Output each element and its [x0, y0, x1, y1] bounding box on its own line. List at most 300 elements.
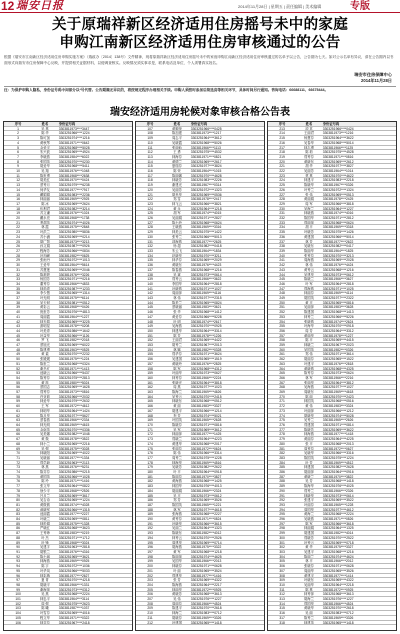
row-id-number: 3303811969****4516: [190, 460, 222, 465]
row-name: 吴 伟: [173, 597, 181, 601]
row-id-number: 3303811969****0925: [58, 559, 90, 564]
row-id-number: 3303251971****2812: [322, 216, 354, 220]
row-number: 71: [16, 455, 20, 460]
row-number: 272: [279, 404, 285, 408]
row-id-number: 3303251965****1418: [322, 620, 354, 625]
row-name: 吴丽芳: [172, 187, 182, 192]
row-id-number: 3303251968****0516: [322, 399, 354, 404]
row-id-number: 3303811977****1334: [58, 455, 90, 460]
row-id-number: 3303811966****2012: [322, 559, 354, 564]
row-id-number: 3303251968****1216: [190, 267, 222, 272]
row-name: 叶海华: [304, 324, 314, 328]
row-number: 238: [279, 244, 285, 248]
row-number: 144: [147, 300, 153, 305]
row-id-number: 3303811968****1738: [58, 216, 90, 220]
row-number: 57: [16, 390, 20, 394]
row-number: 279: [279, 437, 285, 441]
row-number: 156: [147, 357, 153, 361]
row-name: 张 伟: [305, 192, 313, 197]
row-name: 陈国华: [304, 216, 314, 220]
row-name: 胡建平: [172, 408, 182, 413]
row-number: 163: [147, 390, 153, 394]
row-id-number: 3303251965****3621: [58, 554, 90, 559]
row-id-number: 3303251966****3821: [190, 201, 222, 206]
row-name: 王爱华: [40, 263, 50, 267]
row-name: 黄 素: [41, 352, 49, 357]
row-id-number: 3303251976****4013: [190, 484, 222, 488]
row-id-number: 3303251968****0624: [190, 220, 222, 225]
row-id-number: 3303251982****1048: [58, 432, 90, 437]
row-name: 周秀芬: [304, 446, 314, 451]
row-id-number: 3303811972****0925: [190, 587, 222, 592]
row-name: 叶加峰: [40, 253, 50, 258]
row-name: 林 燕: [41, 465, 49, 470]
row-id-number: 3303251970****2618: [190, 606, 222, 611]
row-name: 黄晓东: [172, 263, 182, 267]
row-name: 周晓东: [304, 390, 314, 394]
row-number: 5: [17, 145, 19, 150]
row-id-number: 3303251966****3316: [322, 451, 354, 455]
row-number: 253: [279, 314, 285, 319]
row-id-number: 3303251968****5028: [58, 145, 90, 150]
row-number: 194: [147, 535, 153, 540]
row-name: 杨慧芬: [304, 136, 314, 140]
row-number: 41: [16, 314, 20, 319]
row-number: 173: [147, 437, 153, 441]
row-name: 张 芳: [173, 578, 181, 582]
row-number: 291: [279, 493, 285, 498]
row-id-number: 3303251983****2236: [58, 192, 90, 197]
row-id-number: 3303811972****0627: [322, 446, 354, 451]
row-number: 201: [147, 568, 153, 573]
row-id-number: 3303811977****2227: [58, 512, 90, 517]
row-id-number: 3303811966****1125: [322, 145, 354, 150]
row-id-number: 3303251983****0712: [190, 611, 222, 615]
row-name: 陈海兰: [172, 390, 182, 394]
row-name: 黄晓兰: [304, 474, 314, 479]
row-number: 51: [16, 361, 20, 366]
row-number: 1: [17, 126, 19, 131]
row-id-number: 3303251968****1413: [322, 310, 354, 314]
row-name: 吴丽兰: [172, 526, 182, 531]
row-id-number: 3303251966****5437: [58, 371, 90, 375]
row-name: 郑秀云: [172, 277, 182, 281]
row-name: 陈 宇: [41, 564, 49, 568]
row-number: 154: [147, 347, 153, 352]
row-id-number: 3303251969****4924: [58, 150, 90, 154]
row-id-number: 3303811978****1226: [190, 333, 222, 338]
row-number: 138: [147, 272, 153, 277]
row-id-number: 3303251965****1519: [190, 357, 222, 361]
row-number: 74: [16, 470, 20, 474]
row-name: 谢海萍: [40, 587, 50, 592]
row-name: 吴晓燕: [304, 517, 314, 521]
row-name: 苏文谦: [40, 211, 50, 216]
row-number: 111: [147, 145, 153, 150]
row-number: 13: [16, 183, 20, 187]
row-number: 88: [16, 535, 20, 540]
row-id-number: 3303811973****3213: [58, 239, 90, 244]
row-id-number: 3303251969****0214: [58, 234, 90, 239]
row-number: 232: [279, 216, 285, 220]
row-name: 王晓燕: [172, 225, 182, 230]
row-number: 210: [147, 611, 153, 615]
row-id-number: 3303811975****1224: [58, 357, 90, 361]
row-id-number: 3303251964****3812: [322, 380, 354, 385]
row-number: 305: [279, 559, 285, 564]
row-id-number: 3303251968****1216: [322, 549, 354, 554]
row-number: 120: [147, 187, 153, 192]
row-id-number: 3303251973****0612: [190, 493, 222, 498]
row-name: 林秀芬: [172, 375, 182, 380]
row-name: 林国华: [172, 484, 182, 488]
row-name: 周丽霞: [40, 314, 50, 319]
row-number: 112: [147, 150, 153, 154]
row-number: 38: [16, 300, 20, 305]
row-number: 15: [16, 192, 20, 197]
row-id-number: 3303811964****1014: [322, 169, 354, 173]
row-name: 陈国英: [172, 502, 182, 507]
row-number: 68: [16, 441, 20, 446]
row-number: 262: [279, 357, 285, 361]
row-name: 陈小玲: [172, 220, 182, 225]
row-id-number: 3303811971****0826: [322, 517, 354, 521]
row-id-number: 3303811967****0314: [190, 183, 222, 187]
row-name: 罗 飞: [41, 338, 49, 343]
row-number: 152: [147, 338, 153, 343]
row-number: 299: [279, 531, 285, 535]
row-id-number: 3303811973****1216: [322, 131, 354, 136]
row-number: 157: [147, 361, 153, 366]
row-id-number: 3303251980****5836: [58, 230, 90, 234]
row-name: 郑秀芬: [40, 390, 50, 394]
row-number: 31: [16, 267, 20, 272]
row-number: 124: [147, 206, 153, 211]
row-name: 陈海华: [304, 484, 314, 488]
row-number: 20: [16, 216, 20, 220]
row-number: 149: [147, 324, 153, 328]
row-id-number: 3303251969****0811: [58, 517, 90, 521]
row-name: 黄晓燕: [304, 366, 314, 371]
row-name: 林松娟: [40, 521, 50, 526]
row-name: 李国华: [172, 281, 182, 286]
row-id-number: 3303251964****0916: [322, 470, 354, 474]
row-id-number: 3303811964****1825: [322, 248, 354, 253]
row-name: 黄 华: [305, 545, 313, 549]
row-number: 60: [16, 404, 20, 408]
row-number: 287: [279, 474, 285, 479]
row-id-number: 3303251966****5228: [190, 314, 222, 319]
row-number: 257: [279, 333, 285, 338]
row-name: 周建华: [172, 540, 182, 545]
row-name: 黄晓华: [304, 606, 314, 611]
row-id-number: 3303251968****0624: [322, 220, 354, 225]
row-name: 叶晓兰: [40, 517, 50, 521]
row-number: 75: [16, 474, 20, 479]
row-id-number: 3303811973****1217: [190, 131, 222, 136]
row-number: 236: [279, 234, 285, 239]
row-number: 207: [147, 597, 153, 601]
row-number: 165: [147, 399, 153, 404]
row-number: 231: [279, 211, 285, 216]
row-number: 50: [16, 357, 20, 361]
row-id-number: 3303251969****4016: [58, 611, 90, 615]
row-name: 周 芳: [305, 328, 313, 333]
row-id-number: 3303251964****0918: [190, 470, 222, 474]
row-id-number: 3303251964****3312: [322, 328, 354, 333]
row-id-number: 3303811978****2425: [322, 197, 354, 201]
row-number: 8: [17, 159, 19, 164]
row-number: 213: [279, 126, 285, 131]
row-id-number: 3303811964****1227: [58, 314, 90, 319]
row-id-number: 3303811972****4612: [58, 404, 90, 408]
row-name: 吴丽萍: [304, 305, 314, 310]
row-id-number: 3303251964****1323: [190, 526, 222, 531]
row-name: 陈美兰: [172, 300, 182, 305]
row-number: 40: [16, 310, 20, 314]
row-id-number: 3303251966****5033: [58, 568, 90, 573]
row-id-number: 3303251969****6022: [58, 343, 90, 347]
row-id-number: 3303251964****3612: [190, 136, 222, 140]
row-id-number: 3303251982****0417: [322, 244, 354, 248]
row-id-number: 3303251986****0215: [58, 470, 90, 474]
row-name: 游明星: [40, 324, 50, 328]
row-name: 陈世兰: [40, 361, 50, 366]
row-number: 22: [16, 225, 20, 230]
row-id-number: 3303811978****3522: [58, 437, 90, 441]
row-id-number: 3303251972****1036: [58, 564, 90, 568]
row-id-number: 3303811971****0322: [58, 615, 90, 620]
row-name: 张丽仙: [172, 145, 182, 150]
row-number: 250: [279, 300, 285, 305]
row-name: 林小兰: [40, 441, 50, 446]
row-id-number: 3303251971****2827: [190, 216, 222, 220]
row-name: 叶洪兰: [40, 230, 50, 234]
row-id-number: 3303811976****5231: [58, 465, 90, 470]
row-id-number: 3303811968****0426: [58, 305, 90, 310]
row-id-number: 3303251970****4622: [322, 173, 354, 178]
row-id-number: 3303811975****3327: [322, 545, 354, 549]
row-number: 170: [147, 423, 153, 427]
row-name: 林 军: [305, 375, 313, 380]
row-number: 298: [279, 526, 285, 531]
row-id-number: 3303811976****1024: [58, 211, 90, 216]
row-id-number: 3303251971****0628: [322, 564, 354, 568]
row-id-number: 3303251970****2415: [190, 394, 222, 399]
row-number: 121: [147, 192, 153, 197]
row-number: 271: [279, 399, 285, 404]
row-name: 黄 平: [305, 300, 313, 305]
row-id-number: 3303251975****1426: [322, 230, 354, 234]
row-name: 叶晓芳: [304, 230, 314, 234]
row-number: 107: [147, 126, 153, 131]
row-name: 林 霞: [41, 225, 49, 230]
row-id-number: 3303811971****0642: [58, 140, 90, 145]
row-id-number: 3303251975****2623: [58, 601, 90, 606]
row-name: 季超英: [40, 220, 50, 225]
row-name: 陈加建: [172, 131, 182, 136]
row-id-number: 3303811969****3326: [190, 615, 222, 620]
row-name: 叶丽华: [172, 371, 182, 375]
row-id-number: 3303811983****3628: [322, 305, 354, 310]
row-number: 132: [147, 244, 153, 248]
row-number: 226: [279, 187, 285, 192]
row-number: 24: [16, 234, 20, 239]
row-id-number: 3303251966****1212: [322, 408, 354, 413]
row-id-number: 3303811966****1331: [58, 582, 90, 587]
row-name: 郑 伟: [305, 352, 313, 357]
row-number: 23: [16, 230, 20, 234]
row-id-number: 3303811976****3226: [58, 272, 90, 277]
row-id-number: 3303811983****0219: [58, 531, 90, 535]
row-name: 陈秀兰: [304, 615, 314, 620]
row-number: 192: [147, 526, 153, 531]
row-id-number: 3303251964****1424: [58, 408, 90, 413]
row-number: 216: [279, 140, 285, 145]
row-number: 123: [147, 201, 153, 206]
row-name: 林光明: [40, 423, 50, 427]
headline-line-2: 申购江南新区经济适用住房审核通过的公告: [59, 35, 341, 51]
row-id-number: 3303251963****2113: [58, 460, 90, 465]
row-name: 黄秀云: [304, 267, 314, 272]
row-name: 吴丽华: [304, 582, 314, 587]
row-name: 陈丽兰: [304, 554, 314, 559]
row-id-number: 3303811968****3024: [58, 540, 90, 545]
row-name: 胡银兰: [40, 549, 50, 554]
row-number: 222: [279, 169, 285, 173]
row-name: 叶美青: [40, 328, 50, 333]
row-id-number: 3303811966****4524: [190, 601, 222, 606]
row-number: 306: [279, 564, 285, 568]
row-number: 316: [279, 611, 285, 615]
row-name: 杨国芳: [40, 277, 50, 281]
row-id-number: 3303251982****2628: [322, 465, 354, 470]
row-name: 郑建国: [304, 423, 314, 427]
row-name: 林丽丽: [40, 197, 50, 201]
row-id-number: 3303251977****3827: [322, 164, 354, 169]
row-number: 206: [147, 592, 153, 597]
row-name: 林建平: [304, 178, 314, 183]
row-number: 85: [16, 521, 20, 526]
row-id-number: 3303251968****3613: [190, 592, 222, 597]
row-name: 叶 芳: [305, 460, 313, 465]
row-number: 224: [279, 178, 285, 183]
row-name: 郑 芳: [173, 498, 181, 502]
row-name: 张 平: [305, 441, 313, 446]
row-id-number: 3303251968****1412: [190, 310, 222, 314]
row-number: 313: [279, 597, 285, 601]
row-name: 章晓军: [40, 507, 50, 512]
row-id-number: 3303251983****2218: [322, 178, 354, 183]
row-number: 118: [147, 178, 153, 183]
row-number: 235: [279, 230, 285, 234]
row-number: 160: [147, 375, 153, 380]
row-name: 王丽君: [172, 338, 182, 343]
row-name: 叶 杰: [41, 535, 49, 540]
row-number: 139: [147, 277, 153, 281]
row-id-number: 3303251966****1224: [58, 131, 90, 136]
row-name: 项海燕: [172, 239, 182, 244]
row-name: 胡美红: [40, 178, 50, 183]
row-number: 117: [147, 173, 153, 178]
row-number: 65: [16, 427, 20, 432]
row-number: 182: [147, 479, 153, 484]
row-name: 林 平: [305, 559, 313, 564]
row-id-number: 3303251969****2617: [190, 159, 222, 164]
row-number: 278: [279, 432, 285, 437]
row-id-number: 3303811975****1328: [58, 521, 90, 526]
row-name: 黄 丽: [173, 404, 181, 408]
row-id-number: 3303251971****0814: [322, 423, 354, 427]
row-id-number: 3303251968****1216: [322, 267, 354, 272]
row-name: 陈建国: [304, 310, 314, 314]
row-number: 140: [147, 281, 153, 286]
row-name: 黄秀芬: [172, 517, 182, 521]
row-id-number: 3303251977****4612: [322, 507, 354, 512]
row-name: 郑国华: [304, 601, 314, 606]
row-id-number: 3303251970****0230: [58, 159, 90, 164]
row-id-number: 3303251977****4618: [190, 507, 222, 512]
row-id-number: 3303811969****4512: [322, 460, 354, 465]
row-number: 158: [147, 366, 153, 371]
row-name: 苏慧莲: [40, 267, 50, 272]
row-id-number: 3303251966****0834: [58, 248, 90, 253]
row-id-number: 3303251971****3614: [322, 352, 354, 357]
row-name: 陈 燕: [305, 587, 313, 592]
row-number: 242: [279, 263, 285, 267]
row-name: 黄海兰: [304, 512, 314, 517]
row-name: 叶丽芬: [304, 502, 314, 507]
signature-org: 瑞安市住房保障中心: [354, 72, 392, 77]
row-id-number: 3303811969****4618: [322, 390, 354, 394]
row-number: 286: [279, 470, 285, 474]
row-name: 郑建华: [172, 573, 182, 578]
row-number: 131: [147, 239, 153, 244]
row-name: 陈春燕: [172, 267, 182, 272]
row-id-number: 3303811982****0625: [58, 253, 90, 258]
row-number: 33: [16, 277, 20, 281]
row-number: 304: [279, 554, 285, 559]
row-number: 143: [147, 296, 153, 300]
row-id-number: 3303251968****5411: [58, 164, 90, 169]
row-id-number: 3303251966****3314: [190, 451, 222, 455]
row-number: 58: [16, 394, 20, 399]
row-number: 187: [147, 502, 153, 507]
row-number: 269: [279, 390, 285, 394]
row-number: 125: [147, 211, 153, 216]
row-name: 池丽霞: [40, 512, 50, 517]
row-number: 147: [147, 314, 153, 319]
row-id-number: 3303251971****0816: [190, 423, 222, 427]
row-id-number: 3303251977****2322: [322, 296, 354, 300]
row-number: 116: [147, 169, 153, 173]
row-id-number: 3303251969****3225: [58, 319, 90, 324]
row-id-number: 3303251964****1218: [190, 206, 222, 211]
row-name: 林海燕: [304, 432, 314, 437]
row-id-number: 3303811971****0824: [190, 517, 222, 521]
row-number: 273: [279, 408, 285, 413]
row-number: 280: [279, 441, 285, 446]
row-number: 281: [279, 446, 285, 451]
row-id-number: 3303811977****2625: [190, 239, 222, 244]
row-id-number: 3303811968****2638: [58, 173, 90, 178]
row-name: 陈 芳: [173, 333, 181, 338]
row-id-number: 3303251977****1027: [322, 385, 354, 390]
row-number: 59: [16, 399, 20, 404]
row-number: 166: [147, 404, 153, 408]
row-id-number: 3303811968****2526: [58, 488, 90, 493]
row-name: 林海华: [172, 460, 182, 465]
